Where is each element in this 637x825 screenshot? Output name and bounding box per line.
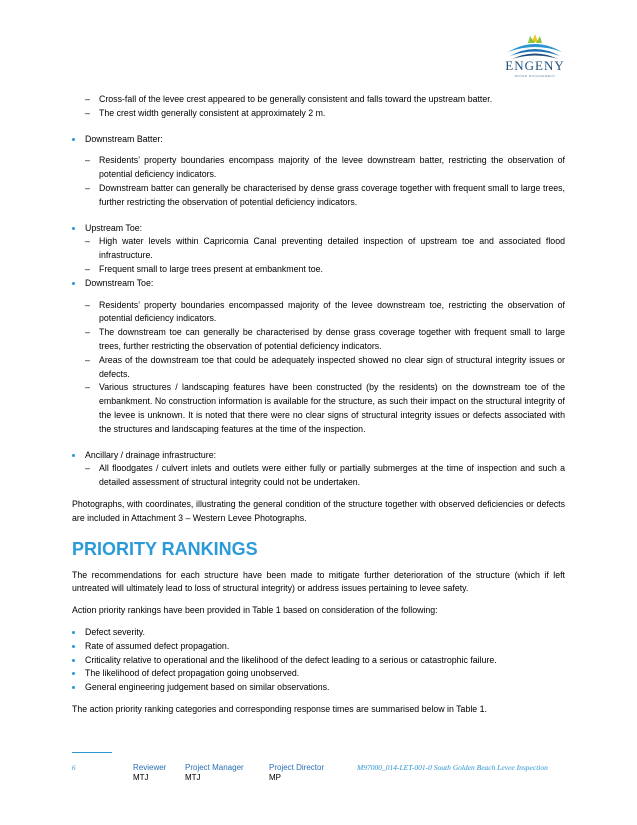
priority-criteria-list	[72, 626, 565, 695]
logo-wordmark: ENGENY	[505, 58, 565, 73]
project-manager-value: MTJ	[185, 773, 201, 782]
list-item: – Frequent small to large trees present at embankment toe.	[72, 263, 565, 277]
priority-summary-paragraph: The action priority ranking categories and corresponding response times are summarised below in Table 1.	[72, 703, 487, 714]
logo-tagline: WATER MANAGEMENT	[514, 74, 556, 78]
list-item: – Areas of the downstream toe that could be adequately inspected showed no clear sign of structural integrity issues or defects.	[72, 354, 565, 382]
footer-project-director	[269, 763, 324, 783]
list-item: Criticality relative to operational and the likelihood of the defect leading to a serious or catastrophic failure.	[72, 654, 565, 668]
document-reference: M97000_014-LET-001-0 South Golden Beach Levee Inspection	[357, 763, 548, 772]
photos-paragraph: Photographs, with coordinates, illustrating the general condition of the structure together with observed deficiencies or defects are included in Attachment 3 – Western Levee Photographs.	[72, 498, 565, 523]
list-item: – The downstream toe can generally be characterised by dense grass coverage together with frequent small to large trees, further restricting the observation of potential deficiency indicators.	[72, 326, 565, 354]
section-ancillary: Ancillary / drainage infrastructure:	[72, 449, 565, 463]
footer-project-manager	[185, 763, 244, 783]
downstream-toe-list	[72, 299, 565, 437]
downstream-batter-list	[72, 154, 565, 209]
footer-reviewer	[133, 763, 166, 783]
list-item: – Various structures / landscaping features have been constructed (by the residents) on the downstream toe of the embankment. No construction information is available for the structure, as such their impact on the structural integrity of the levee is unknown. It is noted that there were no clear signs of structural integrity issues or defects associated with the structures and landscaping features at the time of the inspection.	[72, 381, 565, 436]
list-item: – The crest width generally consistent at approximately 2 m.	[72, 107, 565, 121]
page-number: 6	[72, 764, 76, 772]
list-item: Rate of assumed defect propagation.	[72, 640, 565, 654]
section-downstream-toe: Downstream Toe:	[72, 277, 565, 291]
crest-list	[72, 93, 565, 121]
section-heading-priority-rankings: PRIORITY RANKINGS	[72, 538, 258, 559]
list-item: – Cross-fall of the levee crest appeared to be generally consistent and falls toward the upstream batter.	[72, 93, 565, 107]
list-item: The likelihood of defect propagation going unobserved.	[72, 667, 565, 681]
list-item: – Residents’ property boundaries encompass majority of the levee downstream batter, restricting the observation of potential deficiency indicators.	[72, 154, 565, 182]
list-item: – All floodgates / culvert inlets and outlets were either fully or partially submerges at the time of inspection and such a detailed assessment of structural integrity could not be undertaken.	[72, 462, 565, 490]
footer-rule	[72, 752, 112, 753]
section-upstream-toe: Upstream Toe:	[72, 222, 565, 236]
project-manager-label: Project Manager	[185, 763, 244, 772]
project-director-value: MP	[269, 773, 281, 782]
list-item: Defect severity.	[72, 626, 565, 640]
ancillary-list	[72, 462, 565, 490]
priority-intro-paragraph: The recommendations for each structure have been made to mitigate further deterioration of the structure (which if left untreated will ultimately lead to loss of structural integrity) or address issues pertaining to levee safety.	[72, 569, 565, 594]
list-item: – Residents’ property boundaries encompassed majority of the levee downstream toe, restricting the observation of potential deficiency indicators.	[72, 299, 565, 327]
list-item: – High water levels within Capricornia Canal preventing detailed inspection of upstream toe and associated flood infrastructure.	[72, 235, 565, 263]
priority-basis-paragraph: Action priority rankings have been provided in Table 1 based on consideration of the following:	[72, 605, 438, 616]
document-body	[72, 93, 565, 717]
upstream-toe-list	[72, 235, 565, 276]
engeny-logo	[500, 30, 570, 80]
section-downstream-batter: Downstream Batter:	[72, 133, 565, 147]
list-item: General engineering judgement based on similar observations.	[72, 681, 565, 695]
reviewer-value: MTJ	[133, 773, 149, 782]
logo-mark-icon	[500, 30, 570, 60]
reviewer-label: Reviewer	[133, 763, 167, 772]
list-item: – Downstream batter can generally be characterised by dense grass coverage together with frequent small to large trees, further restricting the observation of potential deficiency indicators.	[72, 182, 565, 210]
project-director-label: Project Director	[269, 763, 325, 772]
